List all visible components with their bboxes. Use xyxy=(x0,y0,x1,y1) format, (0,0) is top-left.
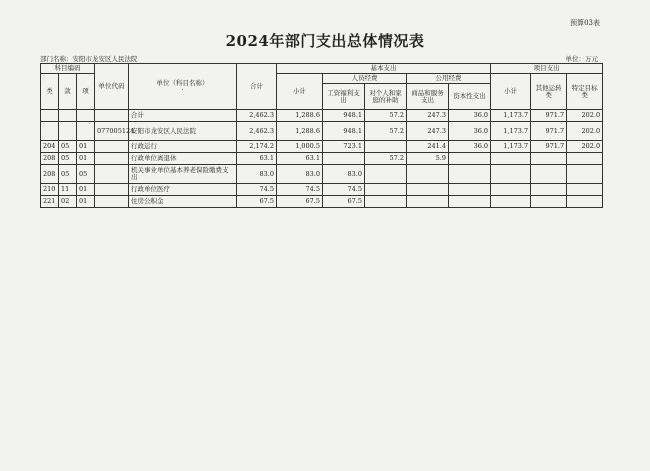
cell-project-subtotal: 1,173.7 xyxy=(491,122,531,141)
cell-unit-name: 行政运行 xyxy=(129,141,237,153)
header-unit-name-text: 单位（科目名称） xyxy=(156,78,209,87)
cell-basic-subtotal: 63.1 xyxy=(277,153,323,165)
header-capital: 资本性支出 xyxy=(449,84,491,110)
header-individual: 对个人和家庭的补助 xyxy=(365,84,407,110)
cell-unit-code xyxy=(95,184,129,196)
cell-goods xyxy=(407,165,449,184)
cell-xiang: 01 xyxy=(77,184,95,196)
table-row xyxy=(41,165,603,184)
table-header xyxy=(41,64,603,110)
cell-unit-name: 行政单位离退休 xyxy=(129,153,237,165)
cell-capital: 36.0 xyxy=(449,122,491,141)
cell-kuan: 11 xyxy=(59,184,77,196)
cell-special xyxy=(567,184,603,196)
cell-other-ops: 971.7 xyxy=(531,110,567,122)
cell-total: 67.5 xyxy=(237,196,277,208)
cell-individual: 57.2 xyxy=(365,110,407,122)
cell-kuan xyxy=(59,110,77,122)
header-basic: 基本支出 xyxy=(277,64,491,74)
cell-project-subtotal: 1,173.7 xyxy=(491,141,531,153)
cell-xiang: 01 xyxy=(77,141,95,153)
header-lei: 类 xyxy=(41,74,59,110)
cell-special xyxy=(567,196,603,208)
cell-unit-code xyxy=(95,110,129,122)
header-unit-code: 单位代码 xyxy=(95,64,129,110)
cell-capital: 36.0 xyxy=(449,110,491,122)
cell-kuan: 05 xyxy=(59,165,77,184)
cell-total: 2,462.3 xyxy=(237,110,277,122)
cell-total: 63.1 xyxy=(237,153,277,165)
cell-xiang: 05 xyxy=(77,165,95,184)
cell-salary: 74.5 xyxy=(323,184,365,196)
cell-total: 83.0 xyxy=(237,165,277,184)
cell-basic-subtotal: 1,000.5 xyxy=(277,141,323,153)
cell-individual xyxy=(365,184,407,196)
cell-xiang: 01 xyxy=(77,153,95,165)
cell-goods: 5.9 xyxy=(407,153,449,165)
header-salary: 工资福利支出 xyxy=(323,84,365,110)
cell-goods xyxy=(407,184,449,196)
cell-project-subtotal: 1,173.7 xyxy=(491,110,531,122)
header-subtotal: 小计 xyxy=(277,74,323,110)
cell-salary xyxy=(323,153,365,165)
cell-special: 202.0 xyxy=(567,141,603,153)
cell-salary: 948.1 xyxy=(323,110,365,122)
cell-unit-name: 行政单位医疗 xyxy=(129,184,237,196)
cell-xiang xyxy=(77,122,95,141)
cell-unit-name: 安阳市龙安区人民法院 xyxy=(129,122,237,141)
page-title: 2024年部门支出总体情况表 xyxy=(225,32,425,50)
cell-lei: 221 xyxy=(41,196,59,208)
cell-salary: 83.0 xyxy=(323,165,365,184)
form-number-label: 预算03表 xyxy=(570,19,600,27)
cell-unit-code xyxy=(95,153,129,165)
cell-capital xyxy=(449,184,491,196)
cell-special xyxy=(567,165,603,184)
cell-individual xyxy=(365,141,407,153)
header-kuan: 款 xyxy=(59,74,77,110)
cell-basic-subtotal: 83.0 xyxy=(277,165,323,184)
header-subject-code: 科目编码 xyxy=(41,64,95,74)
cell-individual xyxy=(365,165,407,184)
cell-xiang: 01 xyxy=(77,196,95,208)
cell-other-ops: 971.7 xyxy=(531,141,567,153)
unit-label: 单位：万元 xyxy=(565,55,598,63)
cell-lei xyxy=(41,122,59,141)
cell-project-subtotal xyxy=(491,153,531,165)
cell-project-subtotal xyxy=(491,165,531,184)
cell-goods: 247.3 xyxy=(407,122,449,141)
cell-special: 202.0 xyxy=(567,110,603,122)
cell-total: 2,462.3 xyxy=(237,122,277,141)
cell-lei: 210 xyxy=(41,184,59,196)
cell-unit-name: 合计 xyxy=(129,110,237,122)
header-proj-subtotal: 小计 xyxy=(491,74,531,110)
cell-basic-subtotal: 74.5 xyxy=(277,184,323,196)
cell-other-ops: 971.7 xyxy=(531,122,567,141)
cell-unit-code: 077005124 xyxy=(95,122,129,141)
header-personnel: 人员经费 xyxy=(323,74,407,84)
cell-xiang xyxy=(77,110,95,122)
cell-project-subtotal xyxy=(491,184,531,196)
cell-capital xyxy=(449,153,491,165)
cell-basic-subtotal: 67.5 xyxy=(277,196,323,208)
cell-lei: 204 xyxy=(41,141,59,153)
cell-individual xyxy=(365,196,407,208)
table-body xyxy=(41,110,603,208)
table-row xyxy=(41,122,603,141)
table-row xyxy=(41,184,603,196)
header-xiang: 项 xyxy=(77,74,95,110)
table-row xyxy=(41,153,603,165)
cell-lei: 208 xyxy=(41,153,59,165)
cell-kuan: 05 xyxy=(59,153,77,165)
cell-basic-subtotal: 1,288.6 xyxy=(277,110,323,122)
header-goods: 商品和服务支出 xyxy=(407,84,449,110)
header-other-ops: 其他运转类 xyxy=(531,74,567,110)
cell-kuan: 02 xyxy=(59,196,77,208)
cell-unit-name: 住房公积金 xyxy=(129,196,237,208)
expenditure-table xyxy=(40,63,603,208)
department-name: 部门名称：安阳市龙安区人民法院 xyxy=(40,55,138,63)
cell-unit-code xyxy=(95,165,129,184)
cell-goods: 241.4 xyxy=(407,141,449,153)
header-special: 特定目标类 xyxy=(567,74,603,110)
cell-goods xyxy=(407,196,449,208)
cell-kuan: 05 xyxy=(59,141,77,153)
table-row xyxy=(41,196,603,208)
cell-capital xyxy=(449,165,491,184)
cell-other-ops xyxy=(531,196,567,208)
cell-individual: 57.2 xyxy=(365,122,407,141)
table-row xyxy=(41,141,603,153)
cell-other-ops xyxy=(531,165,567,184)
cell-kuan xyxy=(59,122,77,141)
cell-lei: 208 xyxy=(41,165,59,184)
cell-capital xyxy=(449,196,491,208)
table-row xyxy=(41,110,603,122)
cell-salary: 723.1 xyxy=(323,141,365,153)
cell-unit-name: 机关事业单位基本养老保险缴费支出 xyxy=(129,165,237,184)
cell-salary: 67.5 xyxy=(323,196,365,208)
cell-goods: 247.3 xyxy=(407,110,449,122)
header-unit-name xyxy=(129,64,237,110)
header-project: 项目支出 xyxy=(491,64,603,74)
cell-special xyxy=(567,153,603,165)
cell-special: 202.0 xyxy=(567,122,603,141)
cell-individual: 57.2 xyxy=(365,153,407,165)
header-unit-name-mark: · xyxy=(181,85,184,94)
cell-unit-code xyxy=(95,141,129,153)
cell-salary: 948.1 xyxy=(323,122,365,141)
cell-capital: 36.0 xyxy=(449,141,491,153)
cell-other-ops xyxy=(531,153,567,165)
cell-other-ops xyxy=(531,184,567,196)
cell-project-subtotal xyxy=(491,196,531,208)
cell-basic-subtotal: 1,288.6 xyxy=(277,122,323,141)
header-public: 公用经费 xyxy=(407,74,491,84)
cell-total: 2,174.2 xyxy=(237,141,277,153)
cell-lei xyxy=(41,110,59,122)
header-total: 合计 xyxy=(237,64,277,110)
cell-total: 74.5 xyxy=(237,184,277,196)
cell-unit-code xyxy=(95,196,129,208)
